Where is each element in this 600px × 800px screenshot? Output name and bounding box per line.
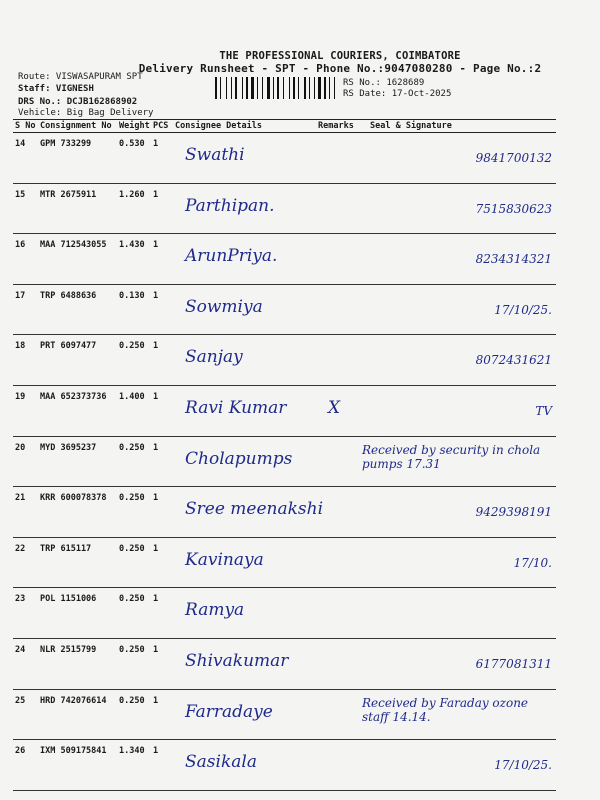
- barcode-bar: [331, 77, 333, 99]
- cell-sno: 20: [13, 436, 38, 487]
- barcode-bar: [329, 77, 330, 99]
- barcode-bar: [257, 77, 258, 99]
- barcode-bar: [238, 77, 241, 99]
- cell-pcs: 1: [151, 740, 173, 791]
- cell-remarks-area: [316, 385, 368, 436]
- barcode-bar: [255, 77, 256, 99]
- signature-handwriting: Received by Faraday ozone staff 14.14.: [362, 695, 529, 724]
- cell-pcs: 1: [151, 588, 173, 639]
- cell-remarks-area: [316, 436, 368, 487]
- barcode-bar: [222, 77, 225, 99]
- cell-pcs: 1: [151, 284, 173, 335]
- col-consignee: Consignee Details: [173, 120, 316, 133]
- barcode-bar: [235, 77, 237, 99]
- barcode-bar: [277, 77, 279, 99]
- consignee-handwriting: Ravi Kumar: [185, 398, 287, 418]
- cell-weight: 0.250: [117, 537, 151, 588]
- barcode-bar: [324, 77, 326, 99]
- signature-handwriting: TV: [535, 404, 552, 418]
- signature-handwriting: 17/10.: [513, 555, 552, 570]
- cell-sno: 17: [13, 284, 38, 335]
- table-header-row: [13, 120, 556, 133]
- consignee-handwriting: Farradaye: [185, 701, 273, 722]
- signature-handwriting: 9429398191: [475, 505, 552, 520]
- cell-cno: TRP 6488636: [38, 284, 117, 335]
- cell-cno: HRD 742076614: [38, 689, 117, 740]
- consignee-handwriting: Sasikala: [185, 752, 257, 773]
- barcode-bar: [283, 77, 284, 99]
- consignee-handwriting: Sanjay: [185, 347, 243, 368]
- cell-pcs: 1: [151, 385, 173, 436]
- cell-sno: 23: [13, 588, 38, 639]
- cell-pcs: 1: [151, 183, 173, 234]
- cell-cno: KRR 600078378: [38, 487, 117, 538]
- consignee-handwriting: Shivakumar: [185, 651, 289, 671]
- col-pcs: PCS: [151, 120, 173, 133]
- cell-pcs: 1: [151, 335, 173, 386]
- signature-handwriting: 7515830623: [475, 201, 552, 216]
- barcode-bar: [244, 77, 245, 99]
- barcode-bar: [291, 77, 292, 99]
- barcode-bar: [289, 77, 290, 99]
- barcode-bar: [215, 77, 217, 99]
- route-label: Route: VISWASAPURAM SPT: [18, 72, 143, 82]
- col-remarks: Remarks: [316, 120, 368, 133]
- consignee-handwriting: Ramya: [185, 600, 245, 621]
- barcode-bar: [218, 77, 219, 99]
- rs-number: RS No.: 1628689: [343, 78, 425, 88]
- cell-cno: NLR 2515799: [38, 638, 117, 689]
- company-title: THE PROFESSIONAL COURIERS, COIMBATORE: [219, 50, 461, 62]
- signature-handwriting: 6177081311: [475, 657, 552, 671]
- cell-remarks-area: [316, 638, 368, 689]
- signature-handwriting: 17/10/25.: [494, 758, 552, 773]
- barcode-bar: [233, 77, 234, 99]
- cell-remarks-area: [316, 183, 368, 234]
- cell-weight: 1.430: [117, 234, 151, 285]
- rs-date: RS Date: 17-Oct-2025: [343, 89, 452, 99]
- consignee-handwriting: Kavinaya: [185, 549, 264, 570]
- col-sno: S No: [13, 120, 38, 133]
- barcode-bar: [271, 77, 272, 99]
- consignee-handwriting: Cholapumps: [185, 448, 293, 469]
- barcode-bar: [327, 77, 328, 99]
- barcode-bar: [300, 77, 303, 99]
- cell-pcs: 1: [151, 487, 173, 538]
- barcode-bar: [336, 77, 339, 99]
- drs-number: DRS No.: DCJB162868902: [18, 97, 138, 107]
- cell-pcs: 1: [151, 537, 173, 588]
- barcode-bar: [259, 77, 261, 99]
- cell-cno: MAA 712543055: [38, 234, 117, 285]
- cell-cno: TRP 615117: [38, 537, 117, 588]
- cell-weight: 0.250: [117, 436, 151, 487]
- barcode-bar: [314, 77, 315, 99]
- cell-cno: MAA 652373736: [38, 385, 117, 436]
- barcode-bar: [293, 77, 295, 99]
- cell-pcs: 1: [151, 133, 173, 184]
- cell-weight: 1.340: [117, 740, 151, 791]
- cell-pcs: 1: [151, 234, 173, 285]
- cell-pcs: 1: [151, 689, 173, 740]
- signature-handwriting: 9841700132: [475, 151, 552, 165]
- cell-sno: 26: [13, 740, 38, 791]
- cell-remarks-area: [316, 588, 368, 639]
- cell-weight: 0.250: [117, 638, 151, 689]
- signature-handwriting: 8072431621: [475, 353, 552, 368]
- signature-handwriting: 17/10/25.: [494, 302, 552, 317]
- cell-sno: 18: [13, 335, 38, 386]
- cell-cno: PRT 6097477: [38, 335, 117, 386]
- col-consignment: Consignment No: [38, 120, 117, 133]
- cell-cno: POL 1151006: [38, 588, 117, 639]
- remarks-handwriting: X: [328, 398, 341, 418]
- cell-remarks-area: [316, 537, 368, 588]
- consignee-handwriting: Swathi: [185, 145, 245, 165]
- cell-sno: 21: [13, 487, 38, 538]
- barcode-bar: [246, 77, 248, 99]
- consignee-handwriting: Sowmiya: [185, 296, 263, 317]
- consignee-handwriting: Sree meenakshi: [185, 499, 324, 520]
- cell-remarks-area: [316, 740, 368, 791]
- cell-sno: 22: [13, 537, 38, 588]
- cell-sno: 19: [13, 385, 38, 436]
- col-weight: Weight: [119, 121, 150, 131]
- barcode-bar: [280, 77, 282, 99]
- barcode-bar: [262, 77, 263, 99]
- barcode-bar: [251, 77, 254, 99]
- col-signature: Seal & Signature: [368, 120, 556, 133]
- cell-sno: 15: [13, 183, 38, 234]
- signature-handwriting: Received by security in chola pumps 17.31: [362, 442, 541, 471]
- barcode-bar: [275, 77, 276, 99]
- barcode-bar: [311, 77, 313, 99]
- cell-remarks-area: [316, 689, 368, 740]
- table-row: [13, 588, 556, 639]
- cell-sno: 24: [13, 638, 38, 689]
- cell-weight: 0.530: [117, 133, 151, 184]
- consignee-handwriting: Parthipan.: [185, 195, 275, 216]
- barcode-image: [215, 77, 341, 99]
- cell-sno: 14: [13, 133, 38, 184]
- barcode-bar: [285, 77, 288, 99]
- runsheet-subtitle: Delivery Runsheet - SPT - Phone No.:9047080280 - Page No.:2: [138, 62, 542, 75]
- barcode-bar: [307, 77, 308, 99]
- barcode-bar: [316, 77, 317, 99]
- cell-cno: MYD 3695237: [38, 436, 117, 487]
- barcode-bar: [322, 77, 323, 99]
- cell-weight: 1.260: [117, 183, 151, 234]
- cell-cno: IXM 509175841: [38, 740, 117, 791]
- cell-pcs: 1: [151, 436, 173, 487]
- cell-pcs: 1: [151, 638, 173, 689]
- cell-sno: 16: [13, 234, 38, 285]
- barcode-bar: [249, 77, 250, 99]
- barcode-bar: [228, 77, 230, 99]
- cell-weight: 0.250: [117, 487, 151, 538]
- barcode-bar: [264, 77, 266, 99]
- cell-remarks-area: [316, 335, 368, 386]
- barcode-bar: [273, 77, 274, 99]
- cell-weight: 0.130: [117, 284, 151, 335]
- cell-remarks-area: [316, 284, 368, 335]
- barcode-bar: [296, 77, 297, 99]
- cell-weight: 0.250: [117, 335, 151, 386]
- barcode-bar: [304, 77, 306, 99]
- cell-weight: 1.400: [117, 385, 151, 436]
- barcode-bar: [318, 77, 321, 99]
- cell-sno: 25: [13, 689, 38, 740]
- cell-cno: MTR 2675911: [38, 183, 117, 234]
- cell-remarks-area: [316, 234, 368, 285]
- cell-cno: GPM 733299: [38, 133, 117, 184]
- cell-weight: 0.250: [117, 588, 151, 639]
- consignee-handwriting: ArunPriya.: [185, 246, 278, 267]
- barcode-bar: [226, 77, 227, 99]
- signature-handwriting: 8234314321: [475, 252, 552, 267]
- cell-remarks-area: [316, 133, 368, 184]
- cell-weight: 0.250: [117, 689, 151, 740]
- barcode-bar: [267, 77, 270, 99]
- barcode-bar: [220, 77, 221, 99]
- cell-sign-area: [368, 588, 556, 639]
- cell-remarks-area: [316, 487, 368, 538]
- barcode-bar: [298, 77, 299, 99]
- barcode-bar: [231, 77, 232, 99]
- vehicle-label: Vehicle: Big Bag Delivery: [18, 108, 154, 118]
- barcode-bar: [334, 77, 335, 99]
- barcode-bar: [309, 77, 310, 99]
- barcode-bar: [242, 77, 243, 99]
- staff-label: Staff: VIGNESH: [18, 84, 94, 94]
